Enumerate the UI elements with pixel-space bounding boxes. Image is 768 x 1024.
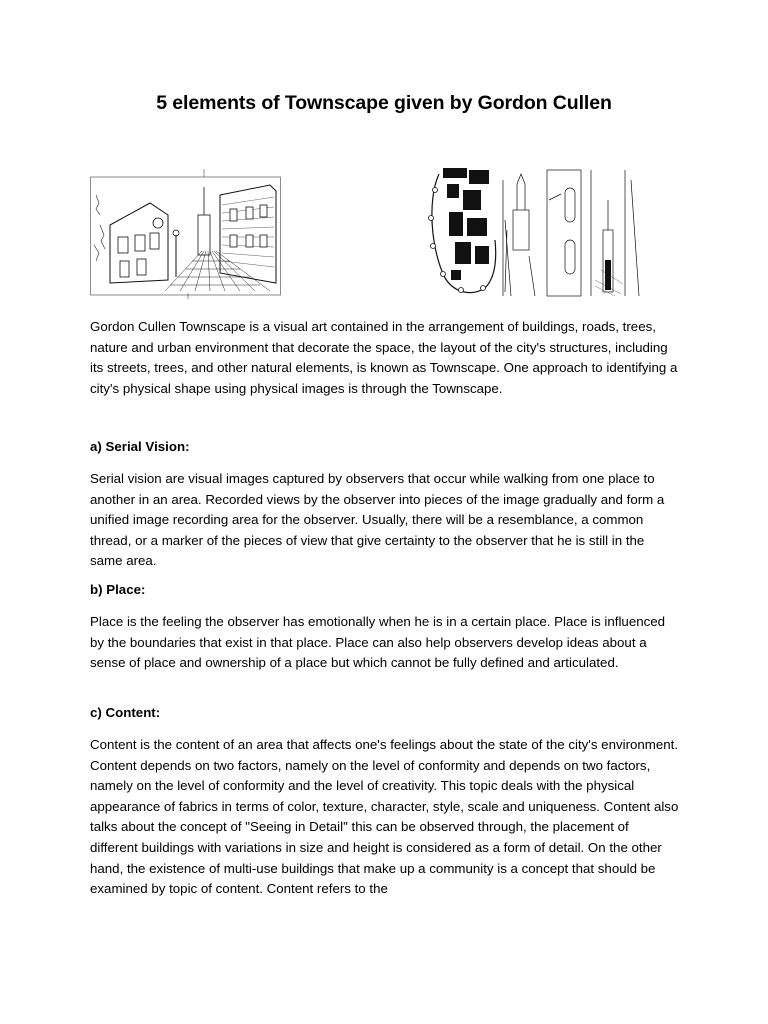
section-heading-place: b) Place: (90, 582, 146, 597)
section-body-serial-vision: Serial vision are visual images captured by observers that occur while walking from one place to another in an area. Recorded views by the observer into pieces of the image gradually and form a unified image recording area for the observer. Usually, there will be a resemblance, a common thread, or a marker of the pieces of view that give certainty to the observer that he is still in the same area. (90, 471, 665, 569)
page-title: 5 elements of Townscape given by Gordon Cullen (156, 92, 612, 114)
intro-paragraph: Gordon Cullen Townscape is a visual art contained in the arrangement of buildings, roads, trees, nature and urban environment that decorate the space, the layout of the city's structures, including its streets, trees, and other natural elements, is known as Townscape. One approach to identifying a city's physical shape using physical images is through the Townscape. (90, 319, 678, 396)
section-body-content: Content is the content of an area that affects one's feelings about the state of the city's environment. Content depends on two factors, namely on the level of conformity and depends on two factors, namely on the level of conformity and the level of creativity. This topic deals with the physical appearance of fabrics in terms of color, texture, character, style, scale and uniqueness. Content also talks about the concept of "Seeing in Detail" this can be observed through, the placement of different buildings with variations in size and height is considered as a form of detail. On the other hand, the existence of multi-use buildings that make up a community is a concept that should be examined by topic of content. Content refers to the (90, 737, 679, 897)
section-heading-serial-vision: a) Serial Vision: (90, 439, 190, 454)
section-body-place: Place is the feeling the observer has emotionally when he is in a certain place. Place is influenced by the boundaries that exist in that place. Place can also help observers develop ideas about a sense of place and ownership of a place but which cannot be fully defined and articulated. (90, 614, 666, 671)
section-heading-content: c) Content: (90, 705, 161, 720)
street-sketch-illustration (90, 165, 286, 300)
serial-vision-plan-sketch (425, 160, 645, 300)
